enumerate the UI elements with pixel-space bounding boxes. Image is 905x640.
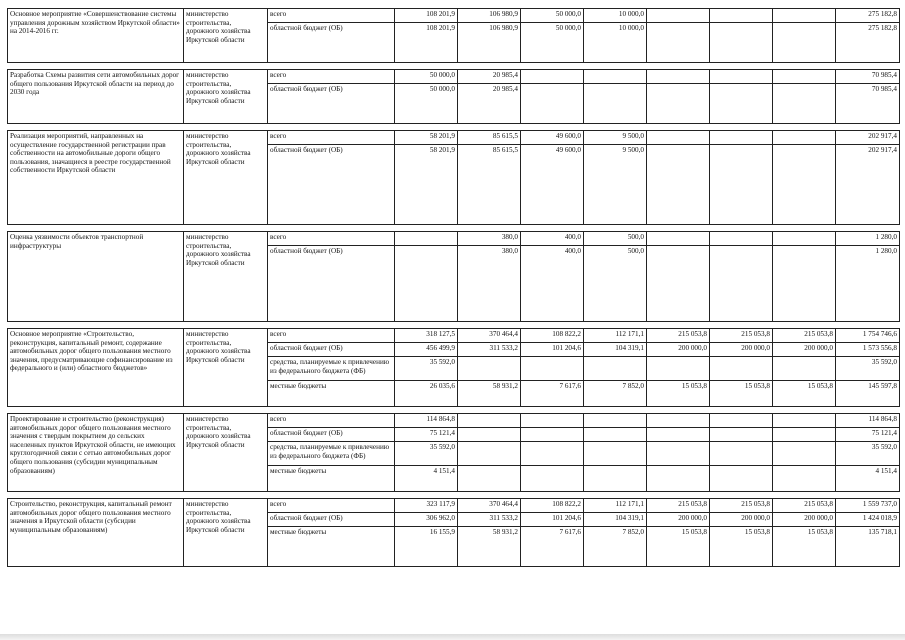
value-cell [773, 246, 836, 322]
value-cell: 4 151,4 [395, 466, 458, 492]
value-cell [521, 414, 584, 428]
value-cell [773, 414, 836, 428]
value-cell [584, 84, 647, 124]
value-cell [710, 246, 773, 322]
value-cell [773, 232, 836, 246]
value-cell: 104 319,1 [584, 513, 647, 527]
value-cell: 15 053,8 [647, 381, 710, 407]
funding-source-cell: местные бюджеты [268, 381, 395, 407]
value-cell [458, 414, 521, 428]
value-cell: 58 201,9 [395, 145, 458, 225]
table-row [8, 131, 900, 145]
value-cell: 215 053,8 [710, 329, 773, 343]
total-cell: 4 151,4 [836, 466, 900, 492]
block-spacer [8, 124, 900, 131]
value-cell: 108 201,9 [395, 23, 458, 63]
value-cell [773, 357, 836, 381]
value-cell [710, 357, 773, 381]
value-cell: 49 600,0 [521, 131, 584, 145]
total-cell: 1 280,0 [836, 232, 900, 246]
value-cell [584, 428, 647, 442]
measure-name-cell: Строительство, реконструкция, капитальный ремонт автомобильных дорог общего пользования местного значения в Иркутской области (субсидии муниципальным образованиям) [8, 499, 184, 567]
value-cell: 306 962,0 [395, 513, 458, 527]
measure-name-cell: Основное мероприятие «Совершенствование системы управления дорожным хозяйством Иркутской области» на 2014-2016 гг. [8, 9, 184, 63]
funding-source-cell: областной бюджет (ОБ) [268, 428, 395, 442]
value-cell: 318 127,5 [395, 329, 458, 343]
table-row [8, 499, 900, 513]
value-cell: 35 592,0 [395, 442, 458, 466]
value-cell [647, 232, 710, 246]
executor-cell: министерство строительства, дорожного хозяйства Иркутской области [184, 131, 268, 225]
value-cell [584, 70, 647, 84]
value-cell [647, 131, 710, 145]
value-cell: 106 980,9 [458, 9, 521, 23]
executor-cell: министерство строительства, дорожного хозяйства Иркутской области [184, 329, 268, 407]
executor-cell: министерство строительства, дорожного хозяйства Иркутской области [184, 232, 268, 322]
value-cell [647, 9, 710, 23]
value-cell [773, 9, 836, 23]
measure-name-cell: Разработка Схемы развития сети автомобильных дорог общего пользования Иркутской области на период до 2030 года [8, 70, 184, 124]
funding-source-cell: областной бюджет (ОБ) [268, 23, 395, 63]
value-cell: 200 000,0 [773, 513, 836, 527]
value-cell: 50 000,0 [521, 23, 584, 63]
value-cell: 200 000,0 [773, 343, 836, 357]
total-cell: 1 280,0 [836, 246, 900, 322]
value-cell: 7 852,0 [584, 527, 647, 567]
funding-source-cell: областной бюджет (ОБ) [268, 84, 395, 124]
value-cell: 15 053,8 [710, 527, 773, 567]
block-spacer [8, 225, 900, 232]
value-cell [647, 145, 710, 225]
measure-name-cell: Оценка уязвимости объектов транспортной инфраструктуры [8, 232, 184, 322]
value-cell: 58 931,2 [458, 527, 521, 567]
value-cell [521, 466, 584, 492]
value-cell: 106 980,9 [458, 23, 521, 63]
value-cell [458, 428, 521, 442]
value-cell: 311 533,2 [458, 513, 521, 527]
value-cell: 200 000,0 [710, 513, 773, 527]
total-cell: 1 573 556,8 [836, 343, 900, 357]
value-cell: 200 000,0 [647, 343, 710, 357]
value-cell: 108 822,2 [521, 499, 584, 513]
measure-name-cell: Реализация мероприятий, направленных на осуществление государственной регистрации прав собственности на автомобильные дороги общего пользования, значащиеся в реестре государственной собственности Иркутской области [8, 131, 184, 225]
value-cell [710, 70, 773, 84]
value-cell [773, 428, 836, 442]
value-cell: 35 592,0 [395, 357, 458, 381]
total-cell: 145 597,8 [836, 381, 900, 407]
total-cell: 35 592,0 [836, 442, 900, 466]
total-cell: 70 985,4 [836, 70, 900, 84]
table-body [8, 9, 900, 567]
total-cell: 135 718,1 [836, 527, 900, 567]
funding-source-cell: всего [268, 232, 395, 246]
value-cell [773, 84, 836, 124]
value-cell [521, 84, 584, 124]
total-cell: 70 985,4 [836, 84, 900, 124]
value-cell: 370 464,4 [458, 329, 521, 343]
funding-source-cell: областной бюджет (ОБ) [268, 246, 395, 322]
funding-source-cell: всего [268, 9, 395, 23]
funding-source-cell: средства, планируемые к привлечению из федерального бюджета (ФБ) [268, 357, 395, 381]
total-cell: 275 182,8 [836, 9, 900, 23]
total-cell: 202 917,4 [836, 131, 900, 145]
value-cell: 456 499,9 [395, 343, 458, 357]
value-cell [521, 70, 584, 84]
value-cell: 112 171,1 [584, 499, 647, 513]
table-row [8, 414, 900, 428]
value-cell [710, 414, 773, 428]
executor-cell: министерство строительства, дорожного хозяйства Иркутской области [184, 70, 268, 124]
value-cell [710, 131, 773, 145]
total-cell: 1 754 746,6 [836, 329, 900, 343]
value-cell: 215 053,8 [773, 329, 836, 343]
value-cell [584, 357, 647, 381]
measure-name-cell: Основное мероприятие «Строительство, реконструкция, капитальный ремонт, содержание автомобильных дорог общего пользования местного значения, предусматривающие софинансирование из федерального и (или) областного бюджетов» [8, 329, 184, 407]
value-cell: 215 053,8 [773, 499, 836, 513]
value-cell: 20 985,4 [458, 84, 521, 124]
value-cell: 50 000,0 [395, 70, 458, 84]
value-cell [710, 23, 773, 63]
funding-source-cell: средства, планируемые к привлечению из федерального бюджета (ФБ) [268, 442, 395, 466]
value-cell: 10 000,0 [584, 23, 647, 63]
value-cell [458, 442, 521, 466]
value-cell: 200 000,0 [647, 513, 710, 527]
document-page [7, 8, 899, 632]
value-cell: 215 053,8 [710, 499, 773, 513]
value-cell: 9 500,0 [584, 131, 647, 145]
funding-source-cell: областной бюджет (ОБ) [268, 513, 395, 527]
funding-source-cell: областной бюджет (ОБ) [268, 343, 395, 357]
value-cell: 114 864,8 [395, 414, 458, 428]
value-cell [647, 246, 710, 322]
value-cell [773, 70, 836, 84]
value-cell: 9 500,0 [584, 145, 647, 225]
executor-cell: министерство строительства, дорожного хозяйства Иркутской области [184, 9, 268, 63]
block-spacer [8, 492, 900, 499]
executor-cell: министерство строительства, дорожного хозяйства Иркутской области [184, 499, 268, 567]
measure-name-cell: Проектирование и строительство (реконструкция) автомобильных дорог общего пользования местного значения с твердым покрытием до сельских населенных пунктов Иркутской области, не имеющих круглогодичной связи с сетью автомобильных дорог общего пользования (субсидии муниципальным образованиям) [8, 414, 184, 492]
value-cell: 75 121,4 [395, 428, 458, 442]
block-spacer [8, 407, 900, 414]
value-cell [395, 246, 458, 322]
value-cell: 101 204,6 [521, 343, 584, 357]
value-cell [647, 414, 710, 428]
budget-table [7, 8, 900, 567]
value-cell: 370 464,4 [458, 499, 521, 513]
value-cell [647, 23, 710, 63]
value-cell: 58 931,2 [458, 381, 521, 407]
funding-source-cell: местные бюджеты [268, 527, 395, 567]
value-cell: 380,0 [458, 232, 521, 246]
funding-source-cell: всего [268, 131, 395, 145]
value-cell: 15 053,8 [647, 527, 710, 567]
value-cell: 500,0 [584, 232, 647, 246]
value-cell: 215 053,8 [647, 499, 710, 513]
value-cell [647, 428, 710, 442]
value-cell [773, 466, 836, 492]
funding-source-cell: всего [268, 329, 395, 343]
value-cell: 108 201,9 [395, 9, 458, 23]
total-cell: 75 121,4 [836, 428, 900, 442]
value-cell: 15 053,8 [773, 381, 836, 407]
value-cell [521, 428, 584, 442]
value-cell: 15 053,8 [710, 381, 773, 407]
value-cell: 380,0 [458, 246, 521, 322]
total-cell: 202 917,4 [836, 145, 900, 225]
total-cell: 1 559 737,0 [836, 499, 900, 513]
value-cell [647, 442, 710, 466]
value-cell [773, 145, 836, 225]
value-cell [458, 357, 521, 381]
value-cell: 500,0 [584, 246, 647, 322]
value-cell: 20 985,4 [458, 70, 521, 84]
funding-source-cell: местные бюджеты [268, 466, 395, 492]
value-cell [521, 442, 584, 466]
value-cell [647, 84, 710, 124]
funding-source-cell: всего [268, 499, 395, 513]
value-cell: 112 171,1 [584, 329, 647, 343]
funding-source-cell: всего [268, 414, 395, 428]
value-cell [647, 357, 710, 381]
value-cell: 50 000,0 [395, 84, 458, 124]
value-cell [710, 466, 773, 492]
value-cell: 323 117,9 [395, 499, 458, 513]
table-row [8, 232, 900, 246]
value-cell: 50 000,0 [521, 9, 584, 23]
value-cell [773, 23, 836, 63]
total-cell: 1 424 018,9 [836, 513, 900, 527]
value-cell [773, 131, 836, 145]
total-cell: 275 182,8 [836, 23, 900, 63]
value-cell [710, 428, 773, 442]
block-spacer [8, 322, 900, 329]
value-cell: 101 204,6 [521, 513, 584, 527]
value-cell: 108 822,2 [521, 329, 584, 343]
value-cell: 49 600,0 [521, 145, 584, 225]
value-cell [710, 232, 773, 246]
funding-source-cell: всего [268, 70, 395, 84]
table-row [8, 9, 900, 23]
value-cell [584, 466, 647, 492]
value-cell: 10 000,0 [584, 9, 647, 23]
value-cell: 26 035,6 [395, 381, 458, 407]
value-cell: 400,0 [521, 232, 584, 246]
value-cell [584, 414, 647, 428]
value-cell: 85 615,5 [458, 145, 521, 225]
executor-cell: министерство строительства, дорожного хозяйства Иркутской области [184, 414, 268, 492]
value-cell [395, 232, 458, 246]
value-cell [521, 357, 584, 381]
value-cell [710, 145, 773, 225]
value-cell: 7 852,0 [584, 381, 647, 407]
value-cell: 85 615,5 [458, 131, 521, 145]
value-cell [584, 442, 647, 466]
value-cell: 400,0 [521, 246, 584, 322]
value-cell [458, 466, 521, 492]
table-row [8, 329, 900, 343]
scan-edge [0, 634, 905, 640]
table-row [8, 70, 900, 84]
total-cell: 35 592,0 [836, 357, 900, 381]
value-cell: 200 000,0 [710, 343, 773, 357]
value-cell [773, 442, 836, 466]
total-cell: 114 864,8 [836, 414, 900, 428]
value-cell: 311 533,2 [458, 343, 521, 357]
funding-source-cell: областной бюджет (ОБ) [268, 145, 395, 225]
value-cell [647, 70, 710, 84]
value-cell: 16 155,9 [395, 527, 458, 567]
block-spacer [8, 63, 900, 70]
value-cell: 15 053,8 [773, 527, 836, 567]
value-cell [710, 442, 773, 466]
value-cell: 7 617,6 [521, 527, 584, 567]
value-cell: 104 319,1 [584, 343, 647, 357]
value-cell [710, 84, 773, 124]
value-cell: 215 053,8 [647, 329, 710, 343]
value-cell: 7 617,6 [521, 381, 584, 407]
value-cell [647, 466, 710, 492]
value-cell [710, 9, 773, 23]
value-cell: 58 201,9 [395, 131, 458, 145]
